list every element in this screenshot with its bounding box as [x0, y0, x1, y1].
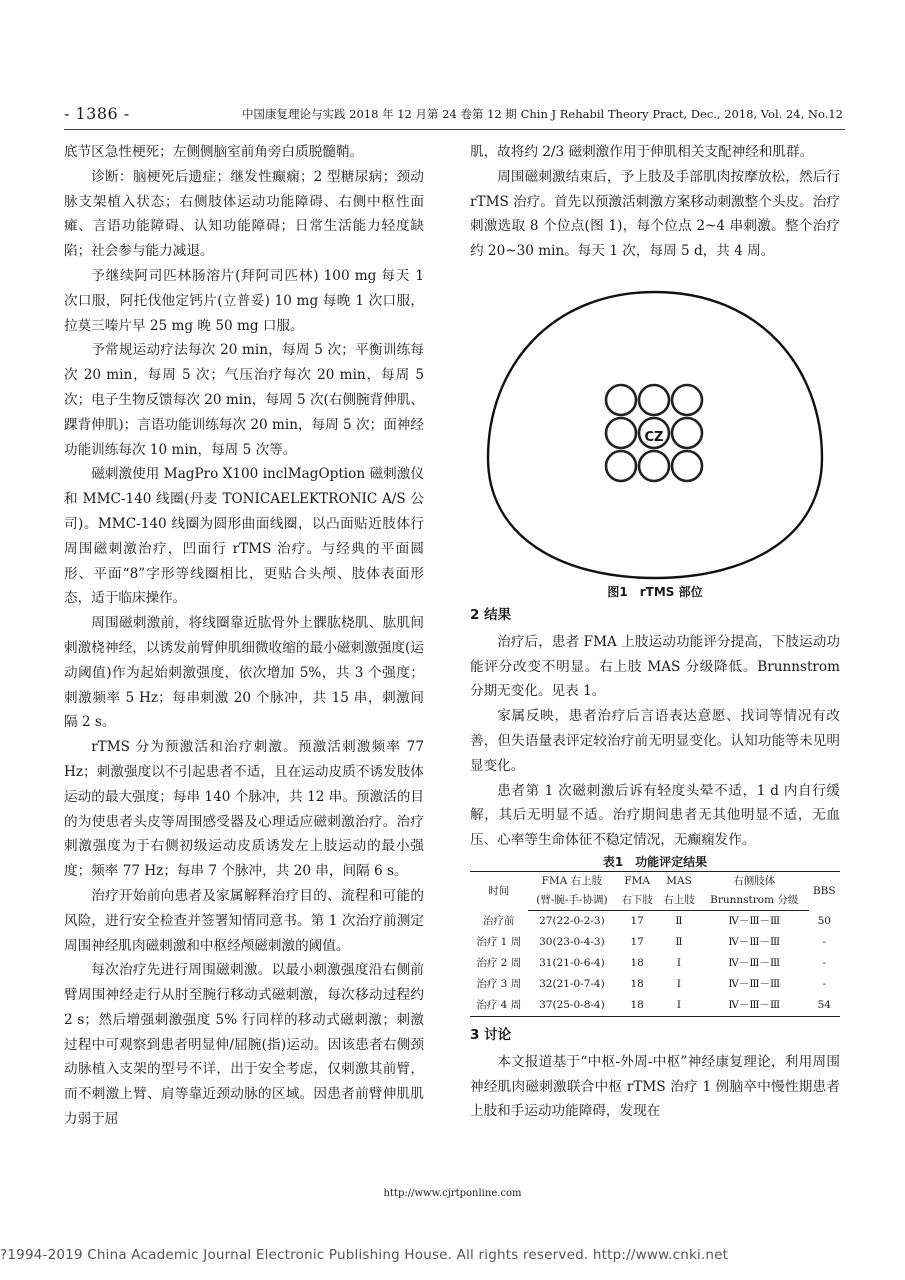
cell-mas: Ⅱ [675, 935, 683, 948]
table-row [470, 910, 840, 932]
stimulation-site-circle [672, 451, 702, 481]
stimulation-site-circle [606, 451, 636, 481]
col-fma-upper-sub: (臂-腕-手-协调) [528, 891, 617, 911]
cell-brunnstrom: Ⅳ－Ⅲ－Ⅲ [728, 935, 781, 948]
col-bbs: BBS [812, 884, 836, 897]
cell-bbs: - [822, 935, 827, 948]
table-row [470, 995, 840, 1017]
journal-header: 中国康复理论与实践 2018 年 12 月第 24 卷第 12 期 Chin J Rehabil Theory Pract, Dec., 2018, Vol. 24, No.12 [242, 107, 843, 121]
results-paragraph: 家属反映，患者治疗后言语表达意愿、找词等情况有改善，但失语量表评定较治疗前无明显变化。认知功能等未见明显变化。 [470, 708, 840, 774]
table-row [470, 974, 840, 995]
cell-fma-lower: 18 [630, 998, 644, 1011]
right-top-paragraphs [470, 140, 840, 264]
stimulation-site-circle [672, 385, 702, 415]
cell-time: 治疗 4 周 [476, 998, 522, 1011]
cell-fma-upper: 27(22-0-2-3) [539, 914, 605, 927]
col-mas: MAS [666, 874, 692, 887]
cell-time: 治疗前 [483, 914, 515, 927]
cell-brunnstrom: Ⅳ－Ⅲ－Ⅲ [728, 914, 781, 927]
copyright-notice: ?1994-2019 China Academic Journal Electronic Publishing House. All rights reserved. http://www.cnki.net [0, 1247, 729, 1263]
cell-fma-upper: 30(23-0-4-3) [539, 935, 605, 948]
body-paragraph: 肌，故将约 2/3 磁刺激作用于伸肌相关支配神经和肌群。 [470, 144, 814, 160]
body-paragraph: 周围磁刺激结束后，予上肢及手部肌肉按摩放松，然后行 rTMS 治疗。首先以预激活刺激方案移动刺激整个头皮。治疗刺激选取 8 个位点(图 1)，每个位点 2~4 串刺激。整个治疗约 20~30 min。每天 1 次，每周 5 d，共 4 周。 [470, 168, 840, 260]
col-fma-lower: FMA [624, 874, 650, 887]
cell-brunnstrom: Ⅳ－Ⅲ－Ⅲ [728, 998, 781, 1011]
function-table [470, 871, 840, 1017]
discussion-heading: 3 讨论 [470, 1026, 512, 1043]
cell-fma-lower: 18 [630, 956, 644, 969]
stimulation-site-circle [639, 385, 669, 415]
body-paragraph: 诊断：脑梗死后遗症；继发性癫痫；2 型糖尿病；颈动脉支架植入状态；右侧肢体运动功能障碍、右侧中枢性面瘫、言语功能障碍、认知功能障碍；日常生活能力轻度缺陷；社会参与能力减退。 [64, 168, 424, 260]
body-paragraph: 周围磁刺激前，将线圈靠近肱骨外上髁肱桡肌、肱肌间刺激桡神经，以诱发前臂伸肌细微收缩的最小磁刺激强度(运动阈值)作为起始刺激强度，依次增加 5%，共 3 个强度；刺激频率 5 Hz；每串刺激 20 个脉冲，共 15 串，刺激间隔 2 s。 [64, 615, 424, 731]
right-column [470, 140, 840, 1124]
results-heading: 2 结果 [470, 606, 512, 623]
stimulation-site-circle [606, 418, 636, 448]
body-paragraph: 治疗开始前向患者及家属解释治疗目的、流程和可能的风险，进行安全检查并签署知情同意书。第 1 次治疗前测定周围神经肌肉磁刺激和中枢经颅磁刺激的阈值。 [64, 887, 424, 954]
cell-time: 治疗 2 周 [476, 956, 522, 969]
stimulation-site-circle [639, 451, 669, 481]
table-caption: 表1 功能评定结果 [602, 854, 708, 869]
table-row [470, 953, 840, 974]
cell-fma-lower: 17 [630, 935, 644, 948]
stimulation-site-circle [672, 418, 702, 448]
col-time: 时间 [488, 884, 510, 897]
body-paragraph: 底节区急性梗死；左侧侧脑室前角旁白质脱髓鞘。 [64, 144, 364, 160]
cell-bbs: 50 [817, 914, 831, 927]
cell-bbs: - [822, 956, 827, 969]
cell-fma-upper: 31(21-0-6-4) [539, 956, 605, 969]
results-paragraph: 患者第 1 次磁刺激后诉有轻度头晕不适，1 d 内自行缓解，其后无明显不适。治疗期间患者无其他明显不适，无血压、心率等生命体征不稳定情况，无癫痫发作。 [470, 782, 840, 849]
col-fma-lower-sub: 右下肢 [616, 891, 658, 911]
cell-mas: Ⅰ [676, 956, 682, 969]
discussion-paragraph: 本文报道基于“中枢-外周-中枢”神经康复理论，利用周围神经肌肉磁刺激联合中枢 rTMS 治疗 1 例脑卒中慢性期患者上肢和手运动功能障碍，发现在 [470, 1053, 840, 1120]
body-paragraph: 予继续阿司匹林肠溶片(拜阿司匹林) 100 mg 每天 1 次口服，阿托伐他定钙片(立普妥) 10 mg 每晚 1 次口服，拉莫三嗪片早 25 mg 晚 50 mg 口服。 [64, 267, 424, 334]
cell-fma-upper: 32(21-0-7-4) [539, 977, 605, 990]
body-paragraph: 予常规运动疗法每次 20 min，每周 5 次；平衡训练每次 20 min，每周 5 次；气压治疗每次 20 min，每周 5 次；电子生物反馈每次 20 min，每周 5 次(右侧腕背伸肌、踝背伸肌)；言语功能训练每次 20 min，每周 5 次；面神经功能训练每次 10 min，每周 5 次等。 [64, 342, 424, 458]
body-paragraph: 每次治疗先进行周围磁刺激。以最小刺激强度沿右侧前臂周围神经走行从肘至腕行移动式磁刺激，每次移动过程约 2 s；然后增强刺激强度 5% 行同样的移动式磁刺激；刺激过程中可观察到患者明显伸/屈腕(指)运动。因该患者右侧颈动脉植入支架的型号不详，出于安全考虑，仅刺激其前臂，而不刺激上臂、肩等靠近颈动脉的区域。因患者前臂伸肌肌力弱于屈 [64, 962, 424, 1128]
body-paragraph: 磁刺激使用 MagPro X100 inclMagOption 磁刺激仪和 MMC-140 线圈(丹麦 TONICAELEKTRONIC A/S 公司)。MMC-140 线圈为圆形曲面线圈，以凸面贴近肢体行周围磁刺激治疗，凹面行 rTMS 治疗。与经典的平面圆形、平面“8”字形等线圈相比，更贴合头颅、肢体表面形态，适于临床操作。 [64, 466, 424, 607]
cell-brunnstrom: Ⅳ－Ⅲ－Ⅲ [728, 977, 781, 990]
left-paragraphs [64, 140, 424, 1132]
stimulation-site-circle [606, 385, 636, 415]
cell-mas: Ⅱ [675, 914, 683, 927]
results-paragraphs [470, 630, 840, 853]
header-rule [64, 129, 845, 130]
col-brunnstrom-sub: Brunnstrom 分级 [700, 891, 809, 911]
results-paragraph: 治疗后，患者 FMA 上肢运动功能评分提高，下肢运动功能评分改变不明显。右上肢 MAS 分级降低。Brunnstrom 分期无变化。见表 1。 [470, 633, 840, 700]
cell-bbs: - [822, 977, 827, 990]
cell-time: 治疗 3 周 [476, 977, 522, 990]
head-diagram [470, 278, 840, 583]
cz-label: CZ [644, 429, 664, 445]
left-column [64, 140, 424, 1132]
figure-caption: 图1 rTMS 部位 [607, 584, 703, 599]
cell-time: 治疗 1 周 [476, 935, 522, 948]
cell-fma-lower: 18 [630, 977, 644, 990]
body-paragraph: rTMS 分为预激活和治疗刺激。预激活刺激频率 77 Hz；刺激强度以不引起患者不适，且在运动皮质不诱发肢体运动的最大强度；每串 140 个脉冲，共 12 串。预激活的目的为使患者头皮等周围感受器及心理适应磁刺激治疗。治疗刺激强度为于右侧初级运动皮质诱发左上肢运动的最小强度；频率 77 Hz；每串 7 个脉冲，共 20 串，间隔 6 s。 [64, 739, 424, 880]
cell-brunnstrom: Ⅳ－Ⅲ－Ⅲ [728, 956, 781, 969]
col-brunnstrom: 右侧肢体 [733, 874, 776, 887]
table-row [470, 932, 840, 953]
rtms-figure [470, 278, 840, 583]
table-body [470, 910, 840, 1016]
col-fma-upper: FMA 右上肢 [541, 874, 603, 887]
cell-bbs: 54 [817, 998, 831, 1011]
discussion-paragraphs [470, 1050, 840, 1124]
cell-mas: Ⅰ [676, 998, 682, 1011]
footer-url: http://www.cjrtponline.com [383, 1188, 522, 1199]
col-mas-sub: 右上肢 [658, 891, 700, 911]
page-number: - 1386 - [64, 104, 130, 123]
cell-fma-lower: 17 [630, 914, 644, 927]
cell-fma-upper: 37(25-0-8-4) [539, 998, 605, 1011]
cell-mas: Ⅰ [676, 977, 682, 990]
